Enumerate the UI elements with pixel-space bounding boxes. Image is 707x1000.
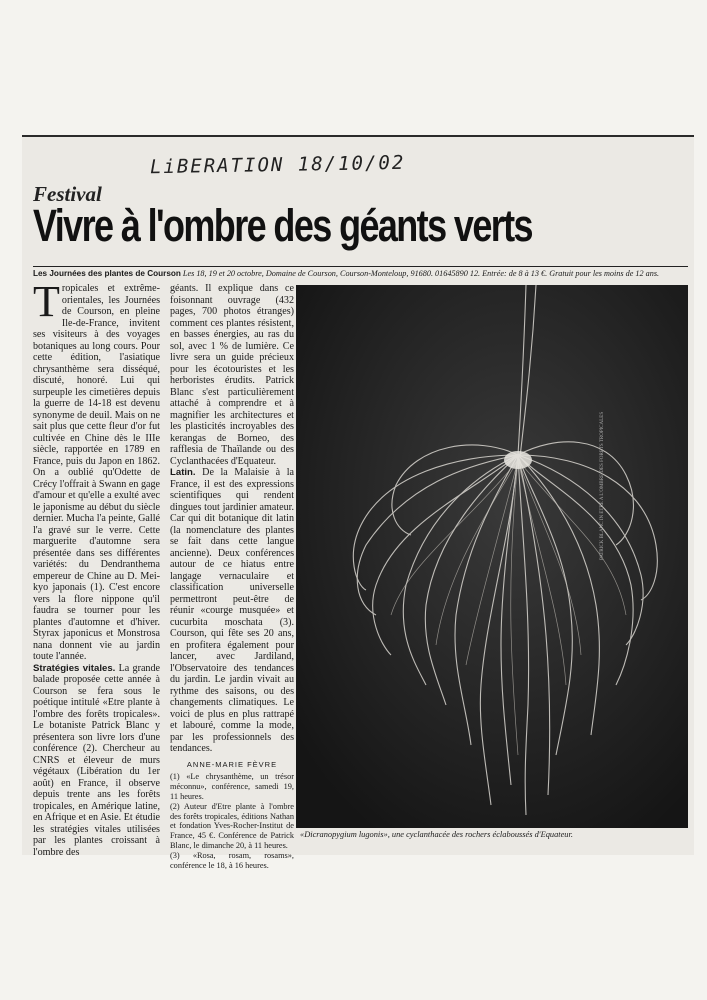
subhead-strategies: Stratégies vitales. xyxy=(33,662,116,674)
subhead-latin: Latin. xyxy=(170,467,196,478)
footnotes xyxy=(170,772,294,870)
column-2 xyxy=(170,283,294,870)
photo-credit: PATRICK BLANC IN ETRE A L'OMBRE DES FORETS TROPICALES xyxy=(600,411,605,560)
column-2-paragraph-2: De la Malaisie à la France, il est des expressions scientifiques qui rendent dingues tout jardinier amateur. Car qui dit botanique dit latin (la nomenclature des plantes se fait dans cette langue ancienne). Deux conférences autour de ce hiatus entre langage vernaculaire et classification universelle permettront peut-être de réunir «courge musquée» et cucurbita moschata (3). Courson, qui fête ses 20 ans, en profitera également pour lancer, avec Jardiland, l'Observatoire des tendances du jardin. Le jardin vivait au rythme des saisons, ou des changements climatiques. Le voici de plus en plus rattrapé et labouré, comme la mode, par les professionnels des tendances. xyxy=(170,467,294,755)
photo-caption: «Dicranopygium lugonis», une cyclanthacée des rochers éclaboussés d'Equateur. xyxy=(300,830,573,839)
info-bar-details: Les 18, 19 et 20 octobre, Domaine de Courson, Courson-Monteloup, 91680. 01645890 12. Entrée: de 8 à 13 €. Gratuit pour les moins de 12 ans. xyxy=(180,269,660,278)
footnote-3: (3) «Rosa, rosam, rosams», conférence le 18, à 16 heures. xyxy=(170,850,294,870)
column-1 xyxy=(33,277,160,858)
footnote-1: (1) «Le chrysanthème, un trésor méconnu», conférence, samedi 19, 11 heures. xyxy=(170,772,294,802)
kicker: Festival xyxy=(33,182,102,206)
headline: Vivre à l'ombre des géants verts xyxy=(33,200,532,251)
column-1-paragraph-2: La grande balade proposée cette année à Courson se fera sous le poétique intitulé «Etre plante à l'ombre des forêts tropicales». Le botaniste Patrick Blanc y présentera son livre lors d'une conférence (2). Chercheur au CNRS et éleveur de murs végétaux (Libération du 1er août) en France, il observe depuis trente ans les forêts tropicales, en Amérique latine, en Afrique et en Asie. Et étudie les stratégies vitales utilisées par les plantes croissant à l'ombre des xyxy=(33,662,160,858)
top-rule xyxy=(22,135,694,137)
footnote-2: (2) Auteur d'Etre plante à l'ombre des forêts tropicales, éditions Nathan et fondation Yves-Rocher-Institut de France, 45 €. Conférence de Patrick Blanc, le dimanche 20, à 11 heures. xyxy=(170,801,294,850)
author-byline: ANNE-MARIE FÈVRE xyxy=(186,759,278,769)
plant-illustration xyxy=(296,285,688,828)
info-bar-title: Les Journées des plantes de Courson xyxy=(33,269,181,278)
column-2-paragraph-1: géants. Il explique dans ce foisonnant ouvrage (432 pages, 700 photos étranges) comment ces plantes résistent, en basses énergies, au ras du sol, avec 1 % de lumière. Ce livre sera un guide précieux pour les écotouristes et les herboristes érudits. Patrick Blanc s'est particulièrement attaché à comprendre et à magnifier les architectures et les plasticités incroyables des kerangas de Borneo, des rafflesia de Thaïlande ou des Cyclanthacées d'Equateur. xyxy=(170,283,294,467)
drop-cap: T xyxy=(33,277,60,326)
column-1-paragraph-1: ropicales et extrême-orientales, les Journées de Courson, en pleine Ile-de-France, invitent ses visiteurs à des voyages botaniques au long cours. Pour cette édition, l'asiatique chrysanthème sera disséqué, discuté, honoré. Lui qui surpeuple les cimetières depuis la guerre de 14-18 est devenu synonyme de deuil. Mais on ne sait plus que cette fleur d'or fut cultivée en Chine dès le IIIe siècle, rapportée en 1789 en France, puis du Japon en 1862. On a oublié qu'Odette de Crécy l'offrait à Swann en gage d'amour et qu'elle a exulté avec le japonisme au début du siècle dernier. Mucha l'a peinte, Gallé l'a gravé sur le verre. Cette marguerite d'automne sera présentée dans ses différentes variétés: du Dendranthema empereur de Chine au D. Mei-kyo japonais (1). C'est encore vers la flore nippone qu'il faudra se tourner pour les plantes d'automne et d'hiver. Styrax japonicus et Monstrosa nana donnent vie au jardin toute l'année. xyxy=(33,283,160,662)
info-bar xyxy=(33,266,688,278)
plant-photo xyxy=(296,285,688,828)
handwritten-note: LiBERATION 18/10/02 xyxy=(149,151,406,179)
